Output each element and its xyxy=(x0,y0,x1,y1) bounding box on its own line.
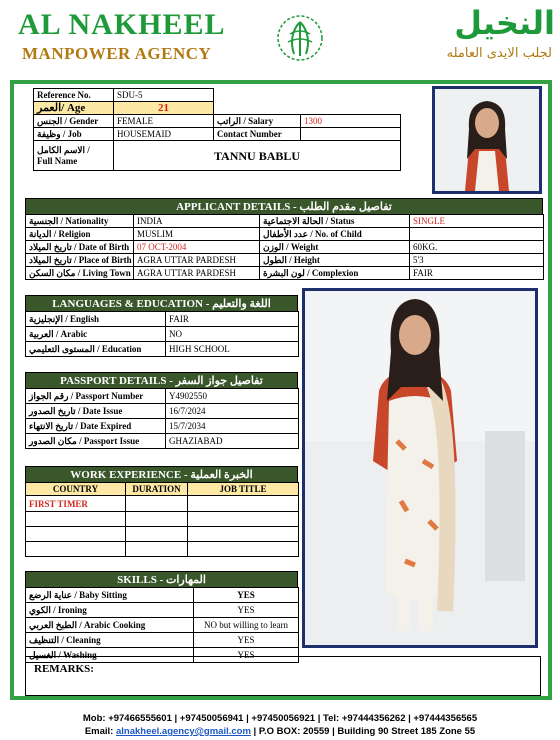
footer-email-link[interactable]: alnakheel.agency@gmail.com xyxy=(115,726,251,737)
languages-table xyxy=(25,311,299,357)
fullname-value: TANNU BABLU xyxy=(114,141,401,171)
language-row-value: FAIR xyxy=(166,312,299,327)
applicant-value: MUSLIM xyxy=(134,228,260,241)
applicant-label: الطول / Height xyxy=(260,254,410,267)
passport-row xyxy=(26,434,299,449)
applicant-value: INDIA xyxy=(134,215,260,228)
job-label: وظيفة / Job xyxy=(34,128,114,141)
ref-label: Reference No. xyxy=(34,89,114,102)
work-cell xyxy=(126,512,188,527)
skill-row-label: عناية الرضع / Baby Sitting xyxy=(26,588,194,603)
skill-row-label: الكوي / Ironing xyxy=(26,603,194,618)
skill-row-value: NO but willing to learn xyxy=(194,618,299,633)
applicant-row xyxy=(26,228,544,241)
work-cell xyxy=(188,542,299,557)
work-cell xyxy=(188,512,299,527)
passport-row-value: GHAZIABAD xyxy=(166,434,299,449)
applicant-row xyxy=(26,254,544,267)
applicant-value: SINGLE xyxy=(410,215,544,228)
skill-row xyxy=(26,603,299,618)
skills-title: SKILLS - المهارات xyxy=(25,571,298,588)
applicant-label: الوزن / Weight xyxy=(260,241,410,254)
passport-row-label: رقم الجواز / Passport Number xyxy=(26,389,166,404)
work-col-country: COUNTRY xyxy=(26,483,126,496)
work-experience-title: WORK EXPERIENCE - الخبرة العملية xyxy=(25,466,298,483)
passport-row xyxy=(26,419,299,434)
skill-row xyxy=(26,633,299,648)
skill-row-value: YES xyxy=(194,603,299,618)
remarks-box xyxy=(25,656,541,696)
work-cell xyxy=(126,496,188,512)
skill-row-value: YES xyxy=(194,633,299,648)
passport-row-label: مكان الصدور / Passport Issue xyxy=(26,434,166,449)
contact-label: Contact Number xyxy=(214,128,301,141)
passport-row-value: Y4902550 xyxy=(166,389,299,404)
contact-value xyxy=(301,128,401,141)
applicant-value: 60KG. xyxy=(410,241,544,254)
work-first-timer: FIRST TIMER xyxy=(26,496,126,512)
agency-subtitle-ar: لجلب الايدى العامله xyxy=(446,46,552,61)
skill-row-value: YES xyxy=(194,648,299,663)
gender-value: FEMALE xyxy=(114,115,214,128)
work-cell xyxy=(126,542,188,557)
passport-title: PASSPORT DETAILS - تفاصيل جواز السفر xyxy=(25,372,298,389)
remarks-label: REMARKS: xyxy=(34,663,94,675)
applicant-label: لون البشرة / Complexion xyxy=(260,267,410,280)
language-row-value: HIGH SCHOOL xyxy=(166,342,299,357)
languages-rows xyxy=(26,312,299,357)
applicant-label: الديانة / Religion xyxy=(26,228,134,241)
footer-address: Email: alnakheel.agency@gmail.com | P.O BOX: 20559 | Building 90 Street 185 Zone 55 xyxy=(84,726,476,737)
skill-row xyxy=(26,618,299,633)
language-row xyxy=(26,312,299,327)
language-row-label: الإنجليزية / English xyxy=(26,312,166,327)
fullname-label: الاسم الكامل / Full Name xyxy=(34,141,114,171)
language-row xyxy=(26,327,299,342)
applicant-photo-portrait xyxy=(432,86,542,194)
applicant-label: تاريخ الميلاد / Place of Birth xyxy=(26,254,134,267)
agency-name-en: AL NAKHEEL xyxy=(18,8,226,41)
applicant-label: الجنسية / Nationality xyxy=(26,215,134,228)
job-value: HOUSEMAID xyxy=(114,128,214,141)
agency-logo xyxy=(272,10,328,71)
agency-subtitle-en: MANPOWER AGENCY xyxy=(22,44,212,63)
passport-row-label: تاريخ الانتهاء / Date Expired xyxy=(26,419,166,434)
agency-name-ar: النخيل xyxy=(454,4,555,42)
applicant-details-title: APPLICANT DETAILS - تفاصيل مقدم الطلب xyxy=(25,198,543,215)
footer-contacts: Mob: +97466555601 | +97450056941 | +97450056921 | Tel: +97444356262 | +97444356565 xyxy=(82,713,478,724)
applicant-row xyxy=(26,267,544,280)
ref-value: SDU-5 xyxy=(114,89,214,102)
passport-row-label: تاريخ الصدور / Date Issue xyxy=(26,404,166,419)
languages-title: LANGUAGES & EDUCATION - اللغة والتعليم xyxy=(25,295,298,312)
applicant-label: تاريخ الميلاد / Date of Birth xyxy=(26,241,134,254)
skill-row-label: الغسيل / Washing xyxy=(26,648,194,663)
passport-row xyxy=(26,389,299,404)
passport-row-value: 16/7/2024 xyxy=(166,404,299,419)
skill-row-label: التنظيف / Cleaning xyxy=(26,633,194,648)
applicant-value: 5'3 xyxy=(410,254,544,267)
skills-table xyxy=(25,587,299,663)
work-cell xyxy=(26,527,126,542)
work-cell xyxy=(26,512,126,527)
skill-row-value: YES xyxy=(194,588,299,603)
work-cell xyxy=(26,542,126,557)
language-row xyxy=(26,342,299,357)
salary-label: الراتب / Salary xyxy=(214,115,301,128)
work-cell xyxy=(188,496,299,512)
gender-label: الجنس / Gender xyxy=(34,115,114,128)
passport-rows xyxy=(26,389,299,449)
applicant-row xyxy=(26,215,544,228)
work-cell xyxy=(126,527,188,542)
applicant-row xyxy=(26,241,544,254)
applicant-photo-full xyxy=(302,288,538,648)
age-label: العمر/ Age xyxy=(34,102,114,115)
applicant-value xyxy=(410,228,544,241)
applicant-value: 07 OCT-2004 xyxy=(134,241,260,254)
work-col-duration: DURATION xyxy=(126,483,188,496)
applicant-rows xyxy=(26,215,544,280)
language-row-label: المستوى التعليمي / Education xyxy=(26,342,166,357)
work-cell xyxy=(188,527,299,542)
passport-row-value: 15/7/2034 xyxy=(166,419,299,434)
applicant-label: عدد الأطفال / No. of Child xyxy=(260,228,410,241)
applicant-value: AGRA UTTAR PARDESH xyxy=(134,254,260,267)
skill-row xyxy=(26,588,299,603)
passport-table xyxy=(25,388,299,449)
work-col-job-title: JOB TITLE xyxy=(188,483,299,496)
applicant-details-table xyxy=(25,214,544,280)
language-row-value: NO xyxy=(166,327,299,342)
top-info-table xyxy=(33,88,401,171)
applicant-label: مكان السكن / Living Town xyxy=(26,267,134,280)
skills-rows xyxy=(26,588,299,663)
work-experience-table xyxy=(25,482,299,557)
language-row-label: العربية / Arabic xyxy=(26,327,166,342)
passport-row xyxy=(26,404,299,419)
salary-value: 1300 xyxy=(301,115,401,128)
skill-row-label: الطبخ العربي / Arabic Cooking xyxy=(26,618,194,633)
applicant-label: الحالة الاجتماعية / Status xyxy=(260,215,410,228)
age-value: 21 xyxy=(114,102,214,115)
applicant-value: AGRA UTTAR PARDESH xyxy=(134,267,260,280)
applicant-value: FAIR xyxy=(410,267,544,280)
